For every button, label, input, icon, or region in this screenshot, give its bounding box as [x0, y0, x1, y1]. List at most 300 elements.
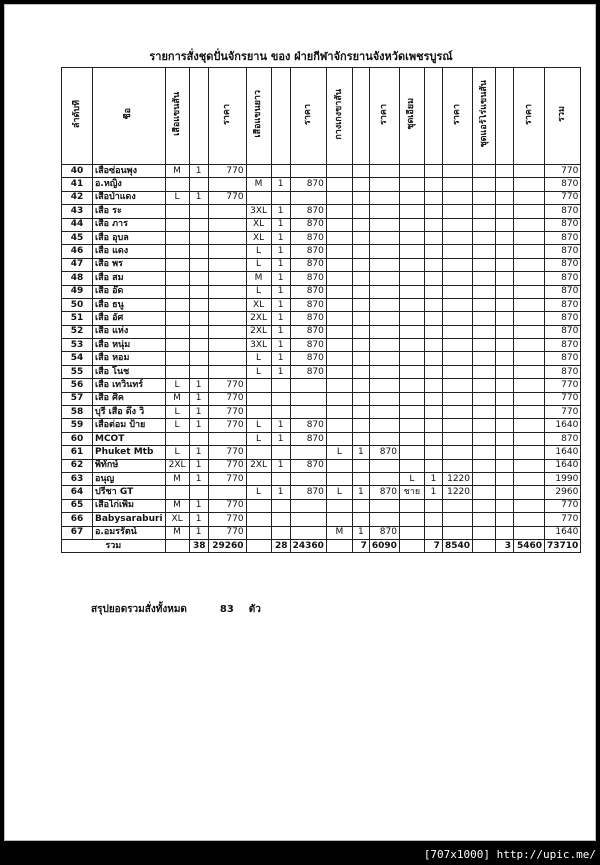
table-cell: [165, 365, 189, 378]
table-cell: [326, 258, 352, 271]
table-cell: 60: [62, 432, 93, 445]
table-cell: 1220: [442, 472, 472, 485]
total-cell: 28: [271, 539, 290, 552]
table-cell: [189, 272, 208, 285]
table-cell: [165, 205, 189, 218]
table-cell: [352, 406, 369, 419]
table-cell: [352, 312, 369, 325]
table-cell: 870: [545, 312, 581, 325]
table-row: [62, 526, 581, 539]
table-cell: [496, 165, 514, 178]
table-cell: [326, 218, 352, 231]
table-cell: 53: [62, 339, 93, 352]
table-cell: M: [246, 272, 271, 285]
table-cell: [424, 218, 442, 231]
table-cell: 2XL: [165, 459, 189, 472]
table-cell: [442, 392, 472, 405]
table-row: [62, 486, 581, 499]
table-cell: [442, 312, 472, 325]
table-cell: 1: [352, 526, 369, 539]
table-cell: 870: [545, 285, 581, 298]
table-row: [62, 459, 581, 472]
table-cell: [514, 339, 545, 352]
table-cell: 770: [545, 406, 581, 419]
table-cell: [424, 191, 442, 204]
table-cell: [514, 191, 545, 204]
table-cell: [352, 459, 369, 472]
column-header: [424, 68, 442, 165]
table-row: [62, 446, 581, 459]
table-cell: 62: [62, 459, 93, 472]
table-cell: [442, 191, 472, 204]
table-cell: 870: [369, 526, 399, 539]
member-name-cell: เสือ แห่ง: [93, 325, 166, 338]
table-cell: [165, 178, 189, 191]
table-cell: L: [165, 191, 189, 204]
table-cell: 870: [290, 339, 326, 352]
column-header: รวม: [545, 68, 581, 165]
table-cell: [424, 325, 442, 338]
member-name-cell: เสือ ศิค: [93, 392, 166, 405]
table-cell: [399, 178, 424, 191]
column-header: [189, 68, 208, 165]
table-cell: [399, 406, 424, 419]
table-cell: [399, 526, 424, 539]
table-cell: [165, 231, 189, 244]
table-cell: [473, 499, 496, 512]
table-cell: 61: [62, 446, 93, 459]
table-cell: 870: [545, 298, 581, 311]
table-cell: [514, 392, 545, 405]
table-cell: [424, 459, 442, 472]
table-cell: 1: [352, 486, 369, 499]
column-header: [496, 68, 514, 165]
table-cell: 1: [271, 459, 290, 472]
table-cell: [326, 406, 352, 419]
table-cell: 1: [271, 218, 290, 231]
image-host-footer: [707x1000] http://upic.me/: [423, 848, 596, 861]
table-cell: [442, 165, 472, 178]
table-cell: [514, 379, 545, 392]
table-row: [62, 339, 581, 352]
table-cell: 63: [62, 472, 93, 485]
table-cell: [352, 178, 369, 191]
table-cell: M: [165, 526, 189, 539]
column-header: ราคา: [290, 68, 326, 165]
table-cell: [326, 325, 352, 338]
order-table: [61, 67, 581, 553]
table-cell: [473, 285, 496, 298]
table-cell: [514, 352, 545, 365]
table-cell: 55: [62, 365, 93, 378]
table-cell: L: [165, 419, 189, 432]
table-cell: [473, 406, 496, 419]
table-cell: [399, 513, 424, 526]
table-cell: [165, 312, 189, 325]
member-name-cell: Phuket Mtb: [93, 446, 166, 459]
table-cell: [352, 392, 369, 405]
table-cell: 870: [545, 432, 581, 445]
table-cell: 870: [545, 231, 581, 244]
table-cell: [326, 499, 352, 512]
table-cell: [442, 526, 472, 539]
table-cell: 1: [189, 165, 208, 178]
table-row: [62, 432, 581, 445]
column-header: ชุดเอี๊ยม: [399, 68, 424, 165]
table-cell: [352, 325, 369, 338]
table-cell: [271, 406, 290, 419]
table-cell: 1: [271, 258, 290, 271]
total-cell: 8540: [442, 539, 472, 552]
table-cell: [165, 258, 189, 271]
table-cell: [352, 191, 369, 204]
table-cell: [290, 513, 326, 526]
table-cell: [326, 392, 352, 405]
table-cell: 1: [189, 406, 208, 419]
column-header: ราคา: [514, 68, 545, 165]
table-cell: [369, 432, 399, 445]
table-cell: [369, 419, 399, 432]
table-cell: [496, 419, 514, 432]
table-cell: [399, 499, 424, 512]
column-header: ชุดแอร์โร่แขนสั้น: [473, 68, 496, 165]
column-header: เสื้อแขนสั้น: [165, 68, 189, 165]
table-cell: M: [165, 165, 189, 178]
table-cell: 1: [189, 526, 208, 539]
table-cell: [189, 432, 208, 445]
table-cell: [208, 272, 246, 285]
table-cell: [496, 205, 514, 218]
table-cell: 59: [62, 419, 93, 432]
table-cell: [271, 191, 290, 204]
table-cell: [496, 499, 514, 512]
table-cell: 870: [290, 258, 326, 271]
table-cell: [399, 218, 424, 231]
table-cell: [473, 379, 496, 392]
table-cell: [208, 365, 246, 378]
total-cell: 29260: [208, 539, 246, 552]
table-cell: ชาย: [399, 486, 424, 499]
table-cell: 1: [271, 298, 290, 311]
table-cell: [424, 432, 442, 445]
table-cell: [165, 218, 189, 231]
table-cell: L: [165, 379, 189, 392]
table-cell: [208, 178, 246, 191]
table-cell: 1: [189, 446, 208, 459]
table-cell: 770: [545, 513, 581, 526]
table-cell: 1640: [545, 419, 581, 432]
table-cell: [424, 513, 442, 526]
member-name-cell: เสือซ่อนพุง: [93, 165, 166, 178]
table-cell: [442, 459, 472, 472]
table-cell: [165, 432, 189, 445]
column-header: ลำดับที่: [62, 68, 93, 165]
table-cell: 770: [208, 446, 246, 459]
table-cell: 770: [208, 191, 246, 204]
member-name-cell: เสือ เทวินทร์: [93, 379, 166, 392]
table-cell: [399, 258, 424, 271]
total-cell: [326, 539, 352, 552]
table-cell: [496, 526, 514, 539]
table-row: [62, 165, 581, 178]
table-cell: [352, 258, 369, 271]
table-cell: [326, 419, 352, 432]
member-name-cell: เสือ อัศ: [93, 312, 166, 325]
table-cell: [496, 432, 514, 445]
table-row: [62, 419, 581, 432]
table-cell: [514, 432, 545, 445]
table-cell: [352, 339, 369, 352]
table-cell: [424, 231, 442, 244]
table-cell: [514, 231, 545, 244]
table-cell: [246, 499, 271, 512]
table-cell: [326, 298, 352, 311]
table-row: [62, 513, 581, 526]
table-cell: 770: [208, 472, 246, 485]
member-name-cell: อนุญ: [93, 472, 166, 485]
table-row: [62, 231, 581, 244]
table-cell: [496, 459, 514, 472]
table-cell: 770: [545, 165, 581, 178]
column-header: กางเกงขาสั้น: [326, 68, 352, 165]
table-cell: M: [326, 526, 352, 539]
table-cell: [514, 298, 545, 311]
member-name-cell: เสือ ระ: [93, 205, 166, 218]
table-cell: 1640: [545, 459, 581, 472]
table-cell: [189, 258, 208, 271]
table-cell: [496, 285, 514, 298]
table-header: [62, 68, 581, 165]
table-cell: 870: [290, 365, 326, 378]
table-row: [62, 379, 581, 392]
table-cell: [189, 298, 208, 311]
table-cell: [326, 513, 352, 526]
table-cell: 1: [189, 191, 208, 204]
member-name-cell: เสือต่อม ป้าย: [93, 419, 166, 432]
table-cell: L: [246, 258, 271, 271]
member-name-cell: บุรี เสือ ดึ่ง วิ: [93, 406, 166, 419]
table-cell: 2960: [545, 486, 581, 499]
total-cell: 6090: [369, 539, 399, 552]
table-cell: [369, 218, 399, 231]
table-cell: [326, 379, 352, 392]
member-name-cell: เสือ อ๊ด: [93, 285, 166, 298]
order-summary: [91, 602, 261, 617]
table-cell: [208, 218, 246, 231]
table-cell: [352, 379, 369, 392]
table-cell: [442, 513, 472, 526]
table-cell: [189, 325, 208, 338]
table-cell: 870: [545, 352, 581, 365]
table-cell: [496, 298, 514, 311]
table-cell: [442, 325, 472, 338]
member-name-cell: อ.อมรรัตน์: [93, 526, 166, 539]
table-cell: [442, 205, 472, 218]
table-cell: 870: [290, 231, 326, 244]
table-cell: [189, 218, 208, 231]
table-cell: 47: [62, 258, 93, 271]
table-cell: 1: [271, 365, 290, 378]
table-cell: [290, 472, 326, 485]
table-cell: [424, 352, 442, 365]
table-cell: [189, 245, 208, 258]
table-cell: L: [246, 285, 271, 298]
table-cell: L: [326, 446, 352, 459]
table-cell: [208, 325, 246, 338]
table-cell: 1: [352, 446, 369, 459]
table-cell: 770: [545, 392, 581, 405]
table-cell: [473, 325, 496, 338]
table-cell: 770: [208, 406, 246, 419]
table-cell: 1: [271, 178, 290, 191]
table-cell: [208, 258, 246, 271]
table-cell: [424, 339, 442, 352]
table-cell: [208, 486, 246, 499]
column-header: [271, 68, 290, 165]
table-cell: [514, 245, 545, 258]
table-row: [62, 191, 581, 204]
table-cell: 44: [62, 218, 93, 231]
table-cell: 770: [208, 165, 246, 178]
total-cell: [165, 539, 189, 552]
table-cell: [246, 379, 271, 392]
table-cell: [399, 352, 424, 365]
table-cell: [369, 392, 399, 405]
table-cell: 870: [545, 178, 581, 191]
table-cell: [326, 285, 352, 298]
table-cell: [496, 258, 514, 271]
table-cell: [290, 446, 326, 459]
table-cell: M: [165, 499, 189, 512]
table-cell: 870: [290, 245, 326, 258]
table-cell: [352, 352, 369, 365]
table-cell: [246, 406, 271, 419]
table-cell: [514, 419, 545, 432]
table-cell: [271, 446, 290, 459]
table-cell: [496, 486, 514, 499]
table-cell: [399, 272, 424, 285]
table-cell: [399, 245, 424, 258]
table-cell: 870: [290, 205, 326, 218]
table-cell: [399, 165, 424, 178]
table-cell: [514, 526, 545, 539]
table-cell: [189, 231, 208, 244]
table-cell: [473, 432, 496, 445]
table-cell: [369, 459, 399, 472]
member-name-cell: อ.หญิง: [93, 178, 166, 191]
table-cell: 870: [290, 325, 326, 338]
table-cell: 1: [271, 205, 290, 218]
table-row: [62, 472, 581, 485]
table-cell: [496, 339, 514, 352]
table-cell: 1: [271, 419, 290, 432]
table-cell: 770: [208, 526, 246, 539]
table-cell: [442, 446, 472, 459]
table-cell: [399, 392, 424, 405]
member-name-cell: พิทักษ์: [93, 459, 166, 472]
table-cell: [496, 406, 514, 419]
table-cell: [369, 325, 399, 338]
table-cell: [496, 392, 514, 405]
table-cell: [246, 392, 271, 405]
table-cell: L: [246, 352, 271, 365]
table-cell: [165, 285, 189, 298]
table-body: [62, 165, 581, 553]
table-cell: [442, 298, 472, 311]
table-cell: [290, 379, 326, 392]
table-cell: [442, 245, 472, 258]
table-cell: 870: [290, 459, 326, 472]
table-cell: L: [399, 472, 424, 485]
table-cell: [326, 165, 352, 178]
total-cell: 24360: [290, 539, 326, 552]
table-cell: [514, 178, 545, 191]
member-name-cell: เสือ หอม: [93, 352, 166, 365]
table-cell: 1: [189, 499, 208, 512]
table-cell: [496, 352, 514, 365]
table-cell: 1: [189, 472, 208, 485]
table-cell: [473, 231, 496, 244]
table-cell: [442, 231, 472, 244]
table-cell: [326, 472, 352, 485]
column-header: [352, 68, 369, 165]
table-cell: 43: [62, 205, 93, 218]
table-cell: [369, 513, 399, 526]
member-name-cell: เสือ สม: [93, 272, 166, 285]
table-cell: [246, 165, 271, 178]
table-cell: 1220: [442, 486, 472, 499]
table-cell: [369, 258, 399, 271]
table-cell: [514, 459, 545, 472]
table-cell: 870: [290, 272, 326, 285]
member-name-cell: เสือ โนช: [93, 365, 166, 378]
table-cell: [352, 499, 369, 512]
table-cell: L: [165, 446, 189, 459]
total-cell: [473, 539, 496, 552]
table-row: [62, 365, 581, 378]
table-cell: [473, 312, 496, 325]
column-header: ราคา: [442, 68, 472, 165]
table-cell: [369, 272, 399, 285]
table-cell: 1: [271, 231, 290, 244]
summary-label: สรุปยอดรวมสั่งทั้งหมด: [91, 604, 187, 615]
table-cell: [326, 205, 352, 218]
table-cell: [473, 298, 496, 311]
page-title: รายการสั่งชุดปั่นจักรยาน ของ ฝ่ายกีฬาจักรยานจังหวัดเพชรบูรณ์: [149, 50, 453, 63]
table-cell: [326, 231, 352, 244]
table-cell: [473, 446, 496, 459]
table-cell: [290, 392, 326, 405]
table-cell: L: [246, 486, 271, 499]
table-cell: [165, 272, 189, 285]
table-cell: [326, 432, 352, 445]
table-cell: [473, 272, 496, 285]
table-cell: [496, 191, 514, 204]
table-cell: [514, 285, 545, 298]
table-cell: [369, 245, 399, 258]
table-cell: [165, 298, 189, 311]
table-cell: [424, 446, 442, 459]
table-cell: 770: [208, 419, 246, 432]
table-cell: [369, 365, 399, 378]
table-cell: [473, 191, 496, 204]
table-cell: [442, 258, 472, 271]
table-cell: 870: [545, 339, 581, 352]
table-cell: [399, 191, 424, 204]
table-cell: 45: [62, 231, 93, 244]
table-cell: [424, 178, 442, 191]
scanned-page: [4, 4, 596, 841]
